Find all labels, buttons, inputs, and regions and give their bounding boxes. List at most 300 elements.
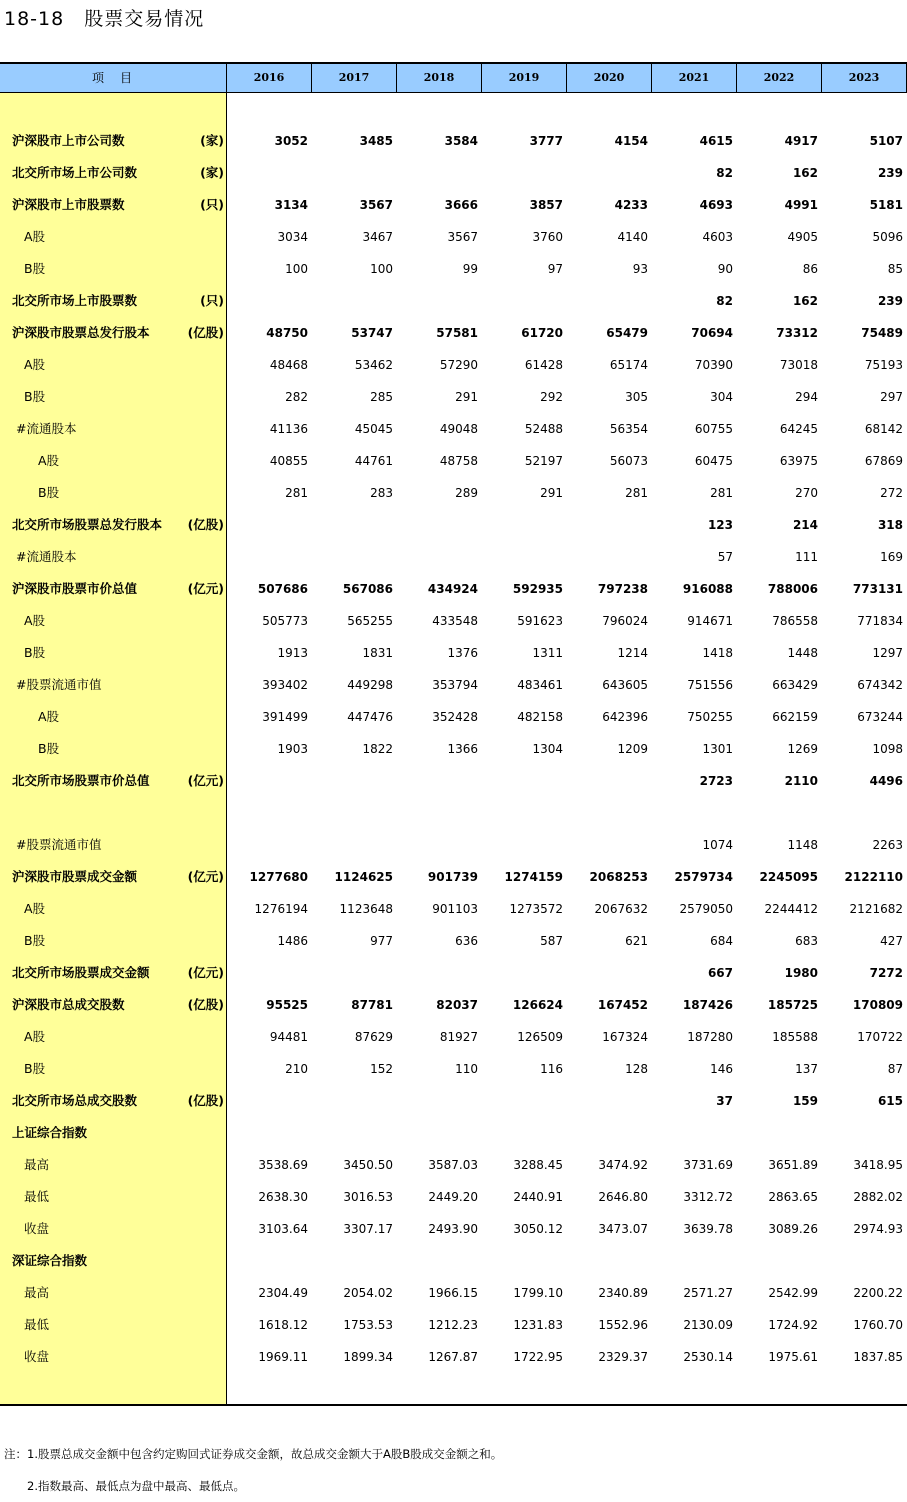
- value-cell: 2122110: [844, 870, 903, 884]
- value-cell: 281: [710, 486, 733, 500]
- value-cell: 95525: [266, 998, 308, 1012]
- table-row: [0, 1181, 907, 1213]
- value-cell: 41136: [269, 422, 308, 436]
- value-cell: 5096: [872, 230, 903, 244]
- value-cell: 1267.87: [428, 1350, 478, 1364]
- value-cell: 3760: [532, 230, 563, 244]
- table-row: [0, 925, 907, 957]
- value-cell: [227, 517, 308, 533]
- value-cell: 1123648: [339, 902, 393, 916]
- row-label: 收盘: [24, 1221, 50, 1236]
- value-cell: 2200.22: [853, 1286, 903, 1300]
- value-cell: [567, 837, 648, 853]
- value-cell: [312, 517, 393, 533]
- value-cell: [227, 1253, 308, 1269]
- value-cell: 123: [707, 518, 733, 532]
- value-cell: [482, 1253, 563, 1269]
- value-cell: 797238: [597, 582, 648, 596]
- row-label: 北交所市场股票市价总值: [12, 773, 150, 788]
- value-cell: 3666: [444, 198, 478, 212]
- value-cell: 1273572: [509, 902, 563, 916]
- value-cell: 2863.65: [768, 1190, 818, 1204]
- value-cell: 2723: [699, 774, 733, 788]
- value-cell: 2340.89: [598, 1286, 648, 1300]
- value-cell: 2449.20: [428, 1190, 478, 1204]
- value-cell: 3103.64: [258, 1222, 308, 1236]
- table-row: [0, 861, 907, 893]
- value-cell: 1376: [447, 646, 478, 660]
- value-cell: 587: [540, 934, 563, 948]
- row-label: A股: [38, 453, 60, 468]
- value-cell: [567, 165, 648, 181]
- value-cell: 3485: [359, 134, 393, 148]
- value-cell: 3134: [274, 198, 308, 212]
- value-cell: 82: [716, 166, 733, 180]
- value-cell: [227, 1093, 308, 1109]
- value-cell: 57290: [439, 358, 478, 372]
- value-cell: [397, 773, 478, 789]
- header-year: 2020: [567, 64, 652, 92]
- value-cell: 3450.50: [343, 1158, 393, 1172]
- table-header: [0, 64, 907, 93]
- value-cell: 4991: [784, 198, 818, 212]
- value-cell: 60755: [694, 422, 733, 436]
- value-cell: [652, 1253, 733, 1269]
- value-cell: 674342: [857, 678, 903, 692]
- value-cell: 2571.27: [683, 1286, 733, 1300]
- table-row: [0, 125, 907, 157]
- value-cell: [567, 805, 648, 821]
- value-cell: 1486: [277, 934, 308, 948]
- table-row: [0, 477, 907, 509]
- row-label: 北交所市场上市股票数: [12, 293, 138, 308]
- value-cell: [312, 805, 393, 821]
- value-cell: 87629: [354, 1030, 393, 1044]
- value-cell: [227, 805, 308, 821]
- value-cell: 57: [717, 550, 733, 564]
- value-cell: [312, 1125, 393, 1141]
- value-cell: [567, 293, 648, 309]
- row-label: 北交所市场上市公司数: [12, 165, 138, 180]
- value-cell: 3288.45: [513, 1158, 563, 1172]
- value-cell: [482, 1125, 563, 1141]
- value-cell: [397, 549, 478, 565]
- value-cell: 61720: [521, 326, 563, 340]
- row-label: 收盘: [24, 1349, 50, 1364]
- value-cell: [482, 517, 563, 533]
- row-label: B股: [24, 389, 46, 404]
- value-cell: 3089.26: [768, 1222, 818, 1236]
- value-cell: 87781: [351, 998, 393, 1012]
- value-cell: 2304.49: [258, 1286, 308, 1300]
- row-label: B股: [38, 741, 60, 756]
- value-cell: 3034: [277, 230, 308, 244]
- value-cell: 4496: [869, 774, 903, 788]
- table-row: [0, 701, 907, 733]
- value-cell: 2646.80: [598, 1190, 648, 1204]
- value-cell: 667: [707, 966, 733, 980]
- value-cell: 63975: [779, 454, 818, 468]
- table-row: [0, 1277, 907, 1309]
- row-unit: (亿元): [187, 965, 224, 980]
- value-cell: 61428: [524, 358, 563, 372]
- table-title: [4, 4, 204, 34]
- table-row: [0, 189, 907, 221]
- value-cell: [567, 1093, 648, 1109]
- value-cell: 87: [887, 1062, 903, 1076]
- value-cell: [227, 549, 308, 565]
- value-cell: 1212.23: [428, 1318, 478, 1332]
- value-cell: 282: [285, 390, 308, 404]
- header-year: 2023: [822, 64, 907, 92]
- value-cell: 1276194: [254, 902, 308, 916]
- value-cell: 1418: [702, 646, 733, 660]
- value-cell: [397, 805, 478, 821]
- value-cell: 185588: [772, 1030, 818, 1044]
- value-cell: 1799.10: [513, 1286, 563, 1300]
- value-cell: 185725: [767, 998, 818, 1012]
- header-year: 2021: [652, 64, 737, 92]
- value-cell: 70390: [694, 358, 733, 372]
- value-cell: 771834: [857, 614, 903, 628]
- value-cell: 56354: [609, 422, 648, 436]
- value-cell: 3312.72: [683, 1190, 733, 1204]
- value-cell: 214: [792, 518, 818, 532]
- value-cell: [822, 805, 903, 821]
- value-cell: [822, 1125, 903, 1141]
- row-label: A股: [24, 357, 46, 372]
- value-cell: 4693: [699, 198, 733, 212]
- value-cell: [397, 517, 478, 533]
- value-cell: 37: [716, 1094, 733, 1108]
- row-unit: (亿元): [187, 773, 224, 788]
- value-cell: 3418.95: [853, 1158, 903, 1172]
- value-cell: 1969.11: [258, 1350, 308, 1364]
- value-cell: [397, 965, 478, 981]
- row-unit: (家): [200, 165, 224, 180]
- value-cell: 318: [877, 518, 903, 532]
- value-cell: 75489: [861, 326, 903, 340]
- table-row: [0, 605, 907, 637]
- value-cell: 786558: [772, 614, 818, 628]
- value-cell: 57581: [436, 326, 478, 340]
- value-cell: 187280: [687, 1030, 733, 1044]
- value-cell: 210: [285, 1062, 308, 1076]
- value-cell: [482, 773, 563, 789]
- value-cell: 3474.92: [598, 1158, 648, 1172]
- value-cell: 901739: [427, 870, 478, 884]
- value-cell: 3016.53: [343, 1190, 393, 1204]
- value-cell: [482, 837, 563, 853]
- value-cell: [397, 293, 478, 309]
- value-cell: 281: [285, 486, 308, 500]
- value-cell: 2244412: [764, 902, 818, 916]
- row-label: #股票流通市值: [16, 677, 102, 692]
- value-cell: [482, 1093, 563, 1109]
- value-cell: 353794: [432, 678, 478, 692]
- value-cell: 1724.92: [768, 1318, 818, 1332]
- value-cell: 4154: [614, 134, 648, 148]
- value-cell: 85: [887, 262, 903, 276]
- value-cell: [312, 773, 393, 789]
- value-cell: 567086: [342, 582, 393, 596]
- value-cell: 2130.09: [683, 1318, 733, 1332]
- table-row: [0, 733, 907, 765]
- value-cell: 449298: [347, 678, 393, 692]
- value-cell: [227, 293, 308, 309]
- value-cell: 1277680: [249, 870, 308, 884]
- row-unit: (亿股): [187, 997, 224, 1012]
- row-unit: (亿元): [187, 869, 224, 884]
- value-cell: 100: [285, 262, 308, 276]
- value-cell: 73312: [776, 326, 818, 340]
- value-cell: 5181: [869, 198, 903, 212]
- value-cell: 2067632: [594, 902, 648, 916]
- value-cell: 2263: [872, 838, 903, 852]
- value-cell: 1822: [362, 742, 393, 756]
- value-cell: 684: [710, 934, 733, 948]
- value-cell: 82: [716, 294, 733, 308]
- value-cell: 1231.83: [513, 1318, 563, 1332]
- value-cell: 2245095: [759, 870, 818, 884]
- value-cell: 1753.53: [343, 1318, 393, 1332]
- value-cell: 2121682: [849, 902, 903, 916]
- value-cell: [312, 1093, 393, 1109]
- row-unit: (家): [200, 133, 224, 148]
- value-cell: 75193: [864, 358, 903, 372]
- value-cell: 1966.15: [428, 1286, 478, 1300]
- value-cell: 1269: [787, 742, 818, 756]
- value-cell: [482, 805, 563, 821]
- value-cell: 1448: [787, 646, 818, 660]
- table-number: 18-18: [4, 8, 65, 30]
- value-cell: 305: [625, 390, 648, 404]
- value-cell: 1760.70: [853, 1318, 903, 1332]
- value-cell: 285: [370, 390, 393, 404]
- value-cell: 1301: [702, 742, 733, 756]
- value-cell: [312, 165, 393, 181]
- value-cell: 2530.14: [683, 1350, 733, 1364]
- value-cell: 4140: [617, 230, 648, 244]
- value-cell: 65174: [609, 358, 648, 372]
- value-cell: 1214: [617, 646, 648, 660]
- value-cell: 507686: [257, 582, 308, 596]
- value-cell: 48758: [439, 454, 478, 468]
- value-cell: [737, 805, 818, 821]
- table-row: [0, 765, 907, 797]
- value-cell: [482, 293, 563, 309]
- table-row: [0, 893, 907, 925]
- value-cell: 4233: [614, 198, 648, 212]
- value-cell: 1722.95: [513, 1350, 563, 1364]
- value-cell: [567, 1253, 648, 1269]
- value-cell: 116: [540, 1062, 563, 1076]
- value-cell: 292: [540, 390, 563, 404]
- row-label: A股: [24, 613, 46, 628]
- row-unit: (亿元): [187, 581, 224, 596]
- value-cell: 111: [795, 550, 818, 564]
- value-cell: 291: [540, 486, 563, 500]
- table-row: [0, 509, 907, 541]
- row-label: B股: [24, 261, 46, 276]
- value-cell: 281: [625, 486, 648, 500]
- value-cell: 169: [880, 550, 903, 564]
- value-cell: 64245: [779, 422, 818, 436]
- row-label: 北交所市场总成交股数: [12, 1093, 138, 1108]
- value-cell: 152: [370, 1062, 393, 1076]
- value-cell: 2440.91: [513, 1190, 563, 1204]
- note-2: 2.指数最高、最低点为盘中最高、最低点。: [4, 1479, 245, 1493]
- value-cell: 483461: [517, 678, 563, 692]
- value-cell: [567, 517, 648, 533]
- value-cell: [227, 773, 308, 789]
- table-title-text: 股票交易情况: [84, 8, 205, 30]
- value-cell: 90: [717, 262, 733, 276]
- value-cell: 40855: [269, 454, 308, 468]
- value-cell: 44761: [354, 454, 393, 468]
- value-cell: 1304: [532, 742, 563, 756]
- value-cell: 683: [795, 934, 818, 948]
- value-cell: [737, 1125, 818, 1141]
- value-cell: 1074: [702, 838, 733, 852]
- value-cell: 3467: [362, 230, 393, 244]
- value-cell: 3651.89: [768, 1158, 818, 1172]
- value-cell: 2054.02: [343, 1286, 393, 1300]
- value-cell: 272: [880, 486, 903, 500]
- row-label: 沪深股市股票市价总值: [12, 581, 138, 596]
- value-cell: 146: [710, 1062, 733, 1076]
- header-year: 2018: [397, 64, 482, 92]
- value-cell: 352428: [432, 710, 478, 724]
- table-row: [0, 157, 907, 189]
- bottom-rule: [0, 1404, 907, 1406]
- value-cell: 3777: [529, 134, 563, 148]
- table-row: [0, 1117, 907, 1149]
- value-cell: 159: [792, 1094, 818, 1108]
- row-label: 上证综合指数: [12, 1125, 88, 1140]
- value-cell: [567, 1125, 648, 1141]
- table-row: [0, 349, 907, 381]
- value-cell: 750255: [687, 710, 733, 724]
- value-cell: 283: [370, 486, 393, 500]
- row-label: B股: [24, 933, 46, 948]
- value-cell: 977: [370, 934, 393, 948]
- value-cell: 81927: [439, 1030, 478, 1044]
- table-row: [0, 317, 907, 349]
- value-cell: [482, 165, 563, 181]
- value-cell: 1903: [277, 742, 308, 756]
- value-cell: 4917: [784, 134, 818, 148]
- value-cell: 70694: [691, 326, 733, 340]
- value-cell: 2493.90: [428, 1222, 478, 1236]
- row-label: A股: [24, 229, 46, 244]
- value-cell: 914671: [687, 614, 733, 628]
- row-label: 沪深股市上市公司数: [12, 133, 125, 148]
- row-label: 沪深股市股票总发行股本: [12, 325, 150, 340]
- value-cell: 3587.03: [428, 1158, 478, 1172]
- table-row: [0, 413, 907, 445]
- value-cell: 1124625: [334, 870, 393, 884]
- value-cell: 3052: [274, 134, 308, 148]
- value-cell: 52197: [524, 454, 563, 468]
- value-cell: 60475: [694, 454, 733, 468]
- value-cell: 291: [455, 390, 478, 404]
- value-cell: 2974.93: [853, 1222, 903, 1236]
- row-label: B股: [38, 485, 60, 500]
- value-cell: 2579734: [674, 870, 733, 884]
- value-cell: 621: [625, 934, 648, 948]
- value-cell: 662159: [772, 710, 818, 724]
- row-label: #股票流通市值: [16, 837, 102, 852]
- value-cell: 1311: [532, 646, 563, 660]
- value-cell: 82037: [436, 998, 478, 1012]
- value-cell: 65479: [606, 326, 648, 340]
- value-cell: 615: [877, 1094, 903, 1108]
- row-label: B股: [24, 1061, 46, 1076]
- value-cell: [397, 837, 478, 853]
- value-cell: 1274159: [504, 870, 563, 884]
- value-cell: [227, 165, 308, 181]
- value-cell: 1618.12: [258, 1318, 308, 1332]
- value-cell: 433548: [432, 614, 478, 628]
- row-label: A股: [38, 709, 60, 724]
- row-label: #流通股本: [16, 549, 77, 564]
- value-cell: 3731.69: [683, 1158, 733, 1172]
- value-cell: 773131: [852, 582, 903, 596]
- value-cell: 3584: [444, 134, 478, 148]
- row-unit: (亿股): [187, 325, 224, 340]
- value-cell: 167324: [602, 1030, 648, 1044]
- value-cell: [652, 805, 733, 821]
- value-cell: 636: [455, 934, 478, 948]
- value-cell: 48750: [266, 326, 308, 340]
- value-cell: 137: [795, 1062, 818, 1076]
- value-cell: [312, 965, 393, 981]
- table-row: [0, 381, 907, 413]
- value-cell: [482, 965, 563, 981]
- value-cell: 297: [880, 390, 903, 404]
- row-label: 最高: [24, 1157, 50, 1172]
- table-row: [0, 285, 907, 317]
- value-cell: 2068253: [589, 870, 648, 884]
- table-row: [0, 1245, 907, 1277]
- value-cell: 1975.61: [768, 1350, 818, 1364]
- value-cell: 1148: [787, 838, 818, 852]
- value-cell: [227, 837, 308, 853]
- table-row: [0, 541, 907, 573]
- value-cell: 482158: [517, 710, 563, 724]
- row-label: 沪深股市股票成交金额: [12, 869, 138, 884]
- header-year: 2019: [482, 64, 567, 92]
- value-cell: [397, 1125, 478, 1141]
- row-unit: (只): [200, 293, 224, 308]
- value-cell: 2579050: [679, 902, 733, 916]
- value-cell: 3473.07: [598, 1222, 648, 1236]
- value-cell: 126509: [517, 1030, 563, 1044]
- value-cell: [312, 293, 393, 309]
- value-cell: 187426: [682, 998, 733, 1012]
- value-cell: 94481: [269, 1030, 308, 1044]
- table-row: [0, 221, 907, 253]
- value-cell: 73018: [779, 358, 818, 372]
- value-cell: 393402: [262, 678, 308, 692]
- value-cell: 53462: [354, 358, 393, 372]
- value-cell: [397, 165, 478, 181]
- table-row: [0, 637, 907, 669]
- row-unit: (亿股): [187, 517, 224, 532]
- value-cell: 1366: [447, 742, 478, 756]
- row-label: 最高: [24, 1285, 50, 1300]
